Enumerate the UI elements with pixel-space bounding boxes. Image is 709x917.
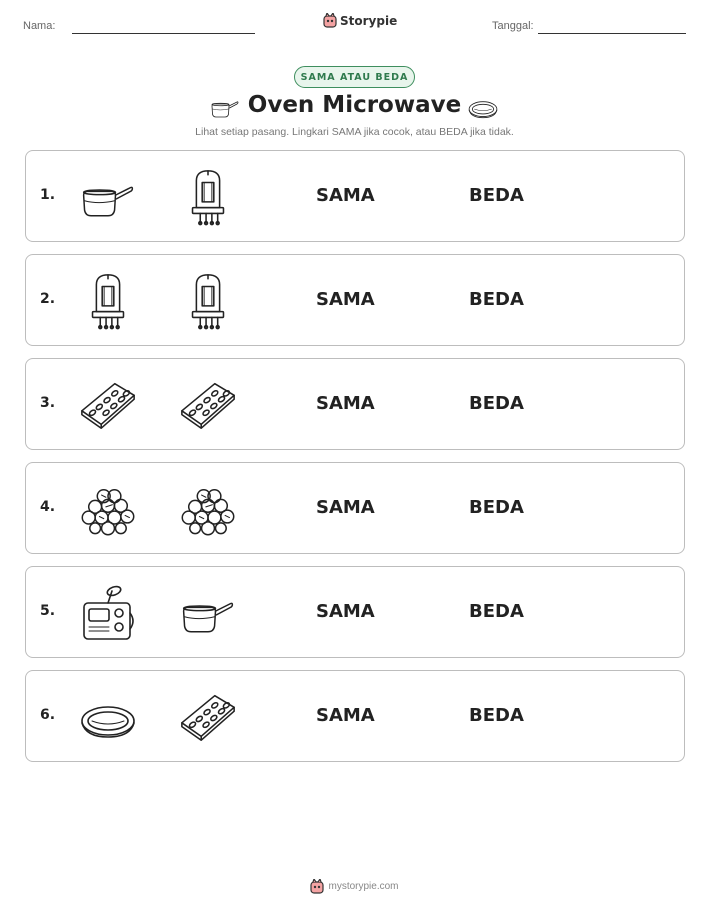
row-number: 3. xyxy=(40,395,56,411)
bowl-icon xyxy=(467,94,499,120)
milk-pan-icon xyxy=(178,583,238,643)
same-option[interactable]: SAMA xyxy=(316,497,375,518)
date-label: Tanggal: xyxy=(492,20,534,32)
popcorn-icon xyxy=(178,479,238,539)
pair-row xyxy=(25,670,685,762)
instructions: Lihat setiap pasang. Lingkari SAMA jika cocok, atau BEDA jika tidak. xyxy=(195,126,514,138)
brand-name: Storypie xyxy=(340,13,398,28)
storypie-logo-icon xyxy=(310,879,324,894)
same-option[interactable]: SAMA xyxy=(316,185,375,206)
row-number: 5. xyxy=(40,603,56,619)
bowl-icon xyxy=(78,687,138,747)
row-number: 1. xyxy=(40,187,56,203)
date-line[interactable] xyxy=(538,33,686,34)
vacuum-tube-icon xyxy=(78,271,138,331)
header xyxy=(0,0,709,60)
different-option[interactable]: BEDA xyxy=(469,705,524,726)
row-number: 6. xyxy=(40,707,56,723)
pairs-list xyxy=(25,150,685,774)
same-option[interactable]: SAMA xyxy=(316,393,375,414)
different-option[interactable]: BEDA xyxy=(469,601,524,622)
footer-url: mystorypie.com xyxy=(328,881,399,892)
pair-row xyxy=(25,566,685,658)
page-title: Oven Microwave xyxy=(247,92,462,118)
same-option[interactable]: SAMA xyxy=(316,601,375,622)
different-option[interactable]: BEDA xyxy=(469,497,524,518)
row-number: 2. xyxy=(40,291,56,307)
row-number: 4. xyxy=(40,499,56,515)
pair-row xyxy=(25,150,685,242)
popcorn-icon xyxy=(78,479,138,539)
same-option[interactable]: SAMA xyxy=(316,705,375,726)
footer xyxy=(0,879,709,894)
radio-icon xyxy=(78,583,138,643)
brand xyxy=(323,13,397,28)
same-option[interactable]: SAMA xyxy=(316,289,375,310)
worksheet-type-badge: SAMA ATAU BEDA xyxy=(294,66,415,88)
baking-tray-icon xyxy=(178,687,238,747)
different-option[interactable]: BEDA xyxy=(469,289,524,310)
storypie-logo-icon xyxy=(323,13,337,28)
name-label: Nama: xyxy=(23,20,56,32)
pair-row xyxy=(25,254,685,346)
different-option[interactable]: BEDA xyxy=(469,185,524,206)
vacuum-tube-icon xyxy=(178,167,238,227)
pair-row xyxy=(25,358,685,450)
milk-pan-icon xyxy=(78,167,138,227)
pair-row xyxy=(25,462,685,554)
different-option[interactable]: BEDA xyxy=(469,393,524,414)
vacuum-tube-icon xyxy=(178,271,238,331)
baking-tray-icon xyxy=(78,375,138,435)
baking-tray-icon xyxy=(178,375,238,435)
name-line[interactable] xyxy=(72,33,255,34)
